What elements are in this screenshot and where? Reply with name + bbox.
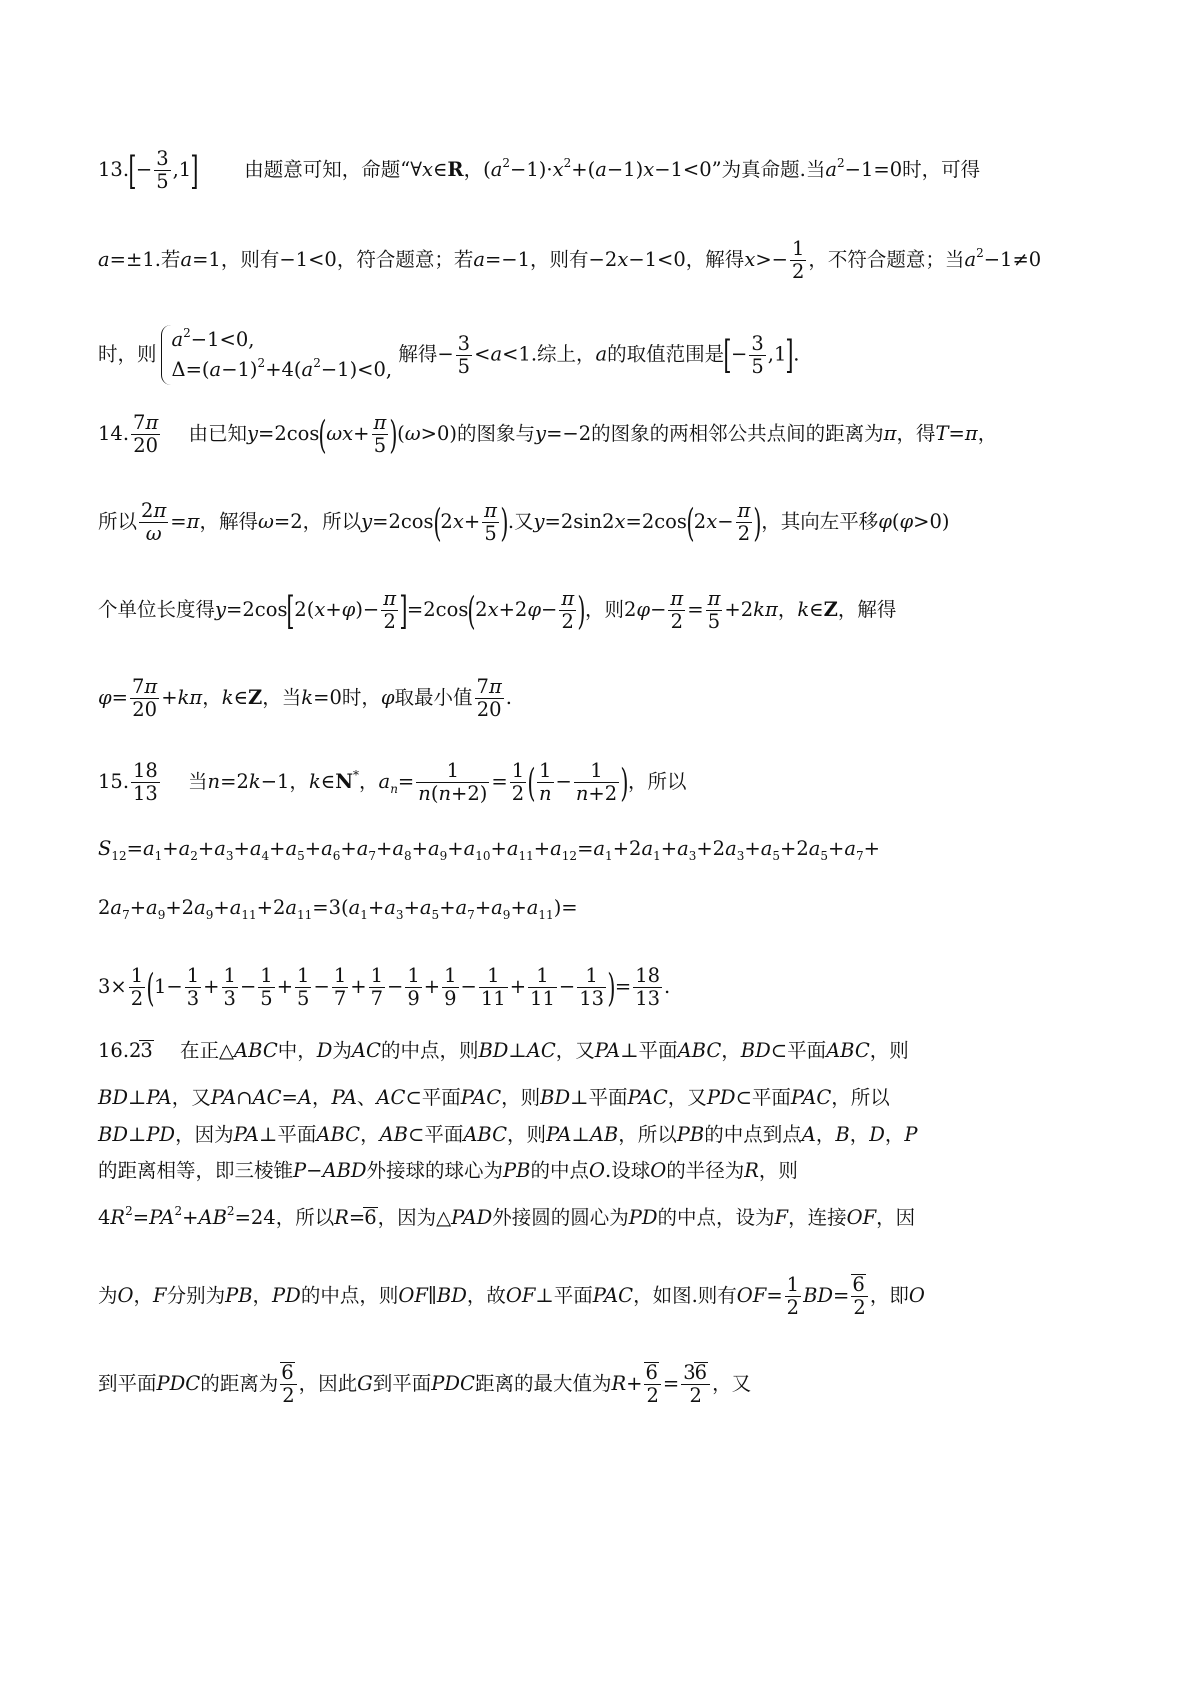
answer-15: 15. $\frac{18}{13}$ [98, 759, 158, 805]
problem-15-line-3: $2a_7+a_9+2a_9+a_{11}+2a_{11}=3(a_1+a_3+a_5+a_7+a_9+a_{11})=$ [98, 896, 578, 922]
answer-14: 14. $\frac{7\pi}{20}$ [98, 411, 159, 457]
problem-14-line-4: φ= $\frac{7\pi}{20}$ +kπ，k∈Z，当k=0时，φ取最小值 $\frac{7\pi}{20}$ . [98, 675, 512, 721]
problem-13-line-1: 13.[− $\frac{3}{5}$ ,1] 由题意可知，命题“∀x∈R，$(a^2-1)\cdot x^2+(a-1)x-1<0$”为真命题.当$a^2-1=0$时，可得 [98, 147, 981, 193]
problem-14-line-1: 14. $\frac{7\pi}{20}$ 由已知y=2cos(ωx+ $\frac{\pi}{5}$ )(ω>0)的图象与y=−2的图象的两相邻公共点间的距离为π，得T=π， [98, 411, 998, 457]
answer-13: 13.[− $\frac{3}{5}$ ,1] [98, 147, 199, 193]
problem-16-line-1: 16.23 在正△ABC中，D为AC的中点，则BD⊥AC，又PA⊥平面ABC，BD⊂平面ABC，则 [98, 1039, 909, 1062]
problem-16-line-4: 的距离相等，即三棱锥P−ABD外接球的球心为PB的中点O.设球O的半径为R，则 [98, 1159, 798, 1182]
problem-16-line-5: $4R^2=PA^2+AB^2=24$，所以R=6，因为△PAD外接圆的圆心为PD的中点，设为F，连接OF，因 [98, 1204, 916, 1229]
problem-16-line-2: BD⊥PA，又PA∩AC=A，PA、AC⊂平面PAC，则BD⊥平面PAC，又PD⊂平面PAC，所以 [98, 1086, 890, 1109]
problem-14-line-2: 所以 $\frac{2\pi}{\omega}$ =π，解得ω=2，所以y=2cos(2x+ $\frac{\pi}{5}$ ).又y=2sin2x=2cos(2x− $\frac{\pi}{2}$ )，其向左平移φ(φ>0) [98, 499, 950, 545]
problem-16-line-7: 到平面PDC的距离为 $\frac{6}{2}$ ，因此G到平面PDC距离的最大值为R+ $\frac{6}{2}$ = $\frac{36}{2}$ ，又 [98, 1361, 752, 1407]
inequality-system: $a^2-1<0$, $\Delta=(a-1)^2+4(a^2-1)<0$, [161, 325, 393, 385]
problem-15-line-2: $S_{12}=a_1+a_2+a_3+a_4+a_5+a_6+a_7+a_8+a_9+a_{10}+a_{11}+a_{12}=a_1+2a_1+a_3+2a_3+a_5+2a_5+a_7+$ [98, 837, 880, 863]
answer-16: 16.23 [98, 1039, 153, 1062]
problem-16-line-6: 为O，F分别为PB，PD的中点，则OF∥BD，故OF⊥平面PAC，如图.则有OF= $\frac{1}{2}$ BD= $\frac{6}{2}$ ，即O [98, 1273, 925, 1319]
problem-15-line-4: 3× $\frac{1}{2}$ (1− $\frac{1}{3}$ + $\frac{1}{3}$ − $\frac{1}{5}$ + $\frac{1}{5}$ − $\frac{1}{7}$ + $\frac{1}{7}$ − $\frac{1}{9}$ + $\frac{1}{9}$ − $\frac{1}{11}$ + $\frac{1}{11}$ − $\frac{1}{13}$ )= $\frac{18}{13}$ . [98, 964, 671, 1010]
problem-15-line-1: 15. $\frac{18}{13}$ 当n=2k−1，k∈N*，$a_n=$ $\frac{1}{n(n+2)}$ = $\frac{1}{2}$ ( $\frac{1}{n}$ − $\frac{1}{n+2}$ )，所以 [98, 759, 687, 805]
problem-13-line-2: a=±1.若a=1，则有−1<0，符合题意；若a=−1，则有−2x−1<0，解得x>− $\frac{1}{2}$ ，不符合题意；当$a^2-1\ne 0$ [98, 237, 1042, 283]
problem-14-line-3: 个单位长度得y=2cos[2(x+φ)− $\frac{\pi}{2}$ ]=2cos(2x+2φ− $\frac{\pi}{2}$ )，则2φ− $\frac{\pi}{2}$ = $\frac{\pi}{5}$ +2kπ，k∈Z，解得 [98, 587, 897, 633]
problem-13-line-3: 时，则 $a^2-1<0$, $\Delta=(a-1)^2+4(a^2-1)<0$, 解得− $\frac{3}{5}$ <a<1.综上，a的取值范围是[− $\frac{3}{5}$ ,1]. [98, 325, 1140, 385]
problem-16-line-3: BD⊥PD，因为PA⊥平面ABC，AB⊂平面ABC，则PA⊥AB，所以PB的中点到点A，B，D，P [98, 1123, 918, 1146]
